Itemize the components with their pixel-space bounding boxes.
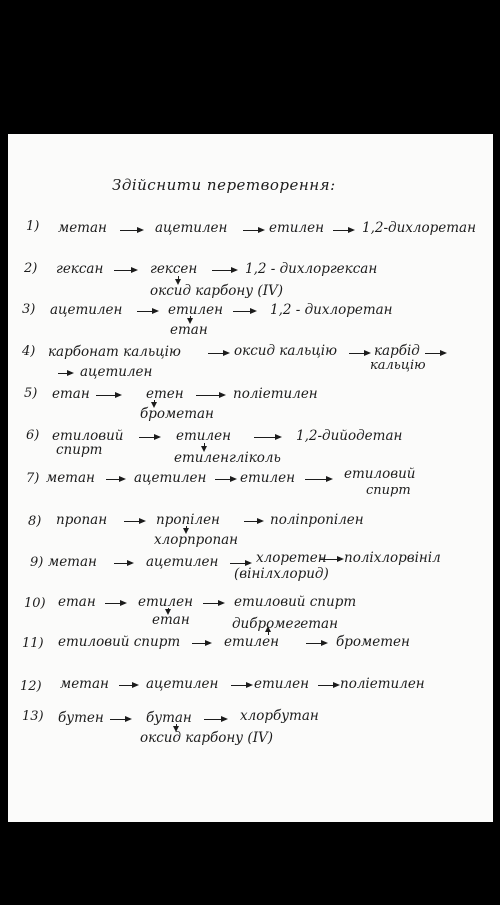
- item-number: 1): [26, 219, 40, 234]
- step: 1,2 - дихлоретан: [270, 302, 393, 318]
- step: пропан: [56, 512, 108, 528]
- item-number: 4): [22, 344, 36, 359]
- arrow-icon: [305, 479, 331, 480]
- branch: оксид карбону (IV): [140, 730, 274, 746]
- arrow-icon: [192, 643, 210, 644]
- step: етан: [58, 594, 96, 610]
- arrow-icon: [124, 521, 144, 522]
- step: ацетилен: [146, 554, 219, 570]
- arrow-icon: [231, 685, 251, 686]
- step: поліхлорвініл: [344, 550, 441, 566]
- branch: етан: [170, 322, 208, 338]
- step: гексан: [56, 261, 104, 277]
- step: етилен: [269, 220, 324, 236]
- branch: (вінілхлорид): [234, 566, 329, 582]
- arrow-icon: [110, 719, 130, 720]
- arrow-icon: [106, 479, 124, 480]
- arrow-icon: [243, 230, 263, 231]
- step: метан: [48, 554, 97, 570]
- arrow-icon: [139, 437, 159, 438]
- item-number: 8): [28, 514, 42, 529]
- arrow-icon: [318, 685, 338, 686]
- step: етиловий: [344, 466, 416, 482]
- step: карбонат кальцію: [48, 344, 181, 360]
- arrow-icon: [114, 270, 136, 271]
- item-number: 2): [24, 261, 38, 276]
- step: спирт: [56, 442, 103, 458]
- arrow-icon: [215, 479, 235, 480]
- step: ацетилен: [80, 364, 153, 380]
- step: хлорбутан: [240, 708, 319, 724]
- step: бутан: [146, 710, 192, 726]
- arrow-icon: [114, 563, 132, 564]
- step: ацетилен: [134, 470, 207, 486]
- step: пропілен: [156, 512, 220, 528]
- step: поліетилен: [340, 676, 425, 692]
- step: ацетилен: [146, 676, 219, 692]
- arrow-icon: [230, 563, 250, 564]
- branch: етиленгліколь: [174, 450, 281, 466]
- step: етиловий спирт: [234, 594, 357, 610]
- arrow-icon: [349, 353, 369, 354]
- arrow-icon: [254, 437, 280, 438]
- arrow-icon: [120, 230, 142, 231]
- arrow-icon: [204, 719, 226, 720]
- step: етилен: [176, 428, 231, 444]
- arrow-icon: [208, 353, 228, 354]
- step: кальцію: [370, 358, 426, 373]
- branch: хлорпропан: [154, 532, 239, 548]
- step: бутен: [58, 710, 104, 726]
- step: оксид кальцію: [234, 343, 337, 359]
- step: 1,2-дихлоретан: [362, 220, 476, 236]
- arrow-icon: [119, 685, 137, 686]
- step: хлоретен: [256, 550, 327, 566]
- step: поліетилен: [233, 386, 318, 402]
- arrow-icon: [196, 395, 224, 396]
- step: етилен: [224, 634, 279, 650]
- down-arrow-icon: [204, 443, 205, 450]
- item-number: 6): [26, 428, 40, 443]
- item-number: 3): [22, 302, 36, 317]
- item-number: 12): [20, 679, 42, 694]
- item-number: 5): [24, 386, 38, 401]
- step: етилен: [168, 302, 223, 318]
- branch: дибромегетан: [232, 616, 338, 632]
- step: метан: [58, 220, 107, 236]
- step: етиловий спирт: [58, 634, 181, 650]
- step: етан: [52, 386, 90, 402]
- arrow-icon: [137, 311, 157, 312]
- branch: етан: [152, 612, 190, 628]
- item-number: 11): [22, 636, 44, 651]
- step: 1,2-дийодетан: [296, 428, 403, 444]
- step: ацетилен: [50, 302, 123, 318]
- arrow-icon: [203, 603, 223, 604]
- step: 1,2 - дихлоргексан: [245, 261, 378, 277]
- arrow-icon: [58, 373, 72, 374]
- step: поліпропілен: [270, 512, 364, 528]
- branch: брометан: [140, 406, 214, 422]
- step: етилен: [138, 594, 193, 610]
- arrow-icon: [105, 603, 125, 604]
- arrow-icon: [212, 270, 236, 271]
- branch: оксид карбону (IV): [150, 283, 284, 299]
- item-number: 10): [24, 596, 46, 611]
- arrow-icon: [96, 395, 120, 396]
- step: етилен: [240, 470, 295, 486]
- step: метан: [60, 676, 109, 692]
- step: гексен: [150, 261, 198, 277]
- arrow-icon: [425, 353, 445, 354]
- down-arrow-icon: [178, 276, 179, 283]
- item-number: 13): [22, 709, 44, 724]
- step: метан: [46, 470, 95, 486]
- arrow-icon: [233, 311, 255, 312]
- step: етен: [146, 386, 184, 402]
- item-number: 9): [30, 555, 44, 570]
- arrow-icon: [333, 230, 353, 231]
- step: ацетилен: [155, 220, 228, 236]
- arrow-icon: [244, 521, 262, 522]
- arrow-icon: [306, 643, 326, 644]
- step: спирт: [366, 483, 411, 498]
- page-title: Здійснити перетворення:: [112, 176, 336, 194]
- item-number: 7): [26, 471, 40, 486]
- step: етилен: [254, 676, 309, 692]
- step: карбід: [374, 343, 420, 359]
- step: брометен: [336, 634, 410, 650]
- arrow-icon: [320, 559, 342, 560]
- step: етиловий: [52, 428, 124, 444]
- up-arrow-icon: [268, 628, 269, 635]
